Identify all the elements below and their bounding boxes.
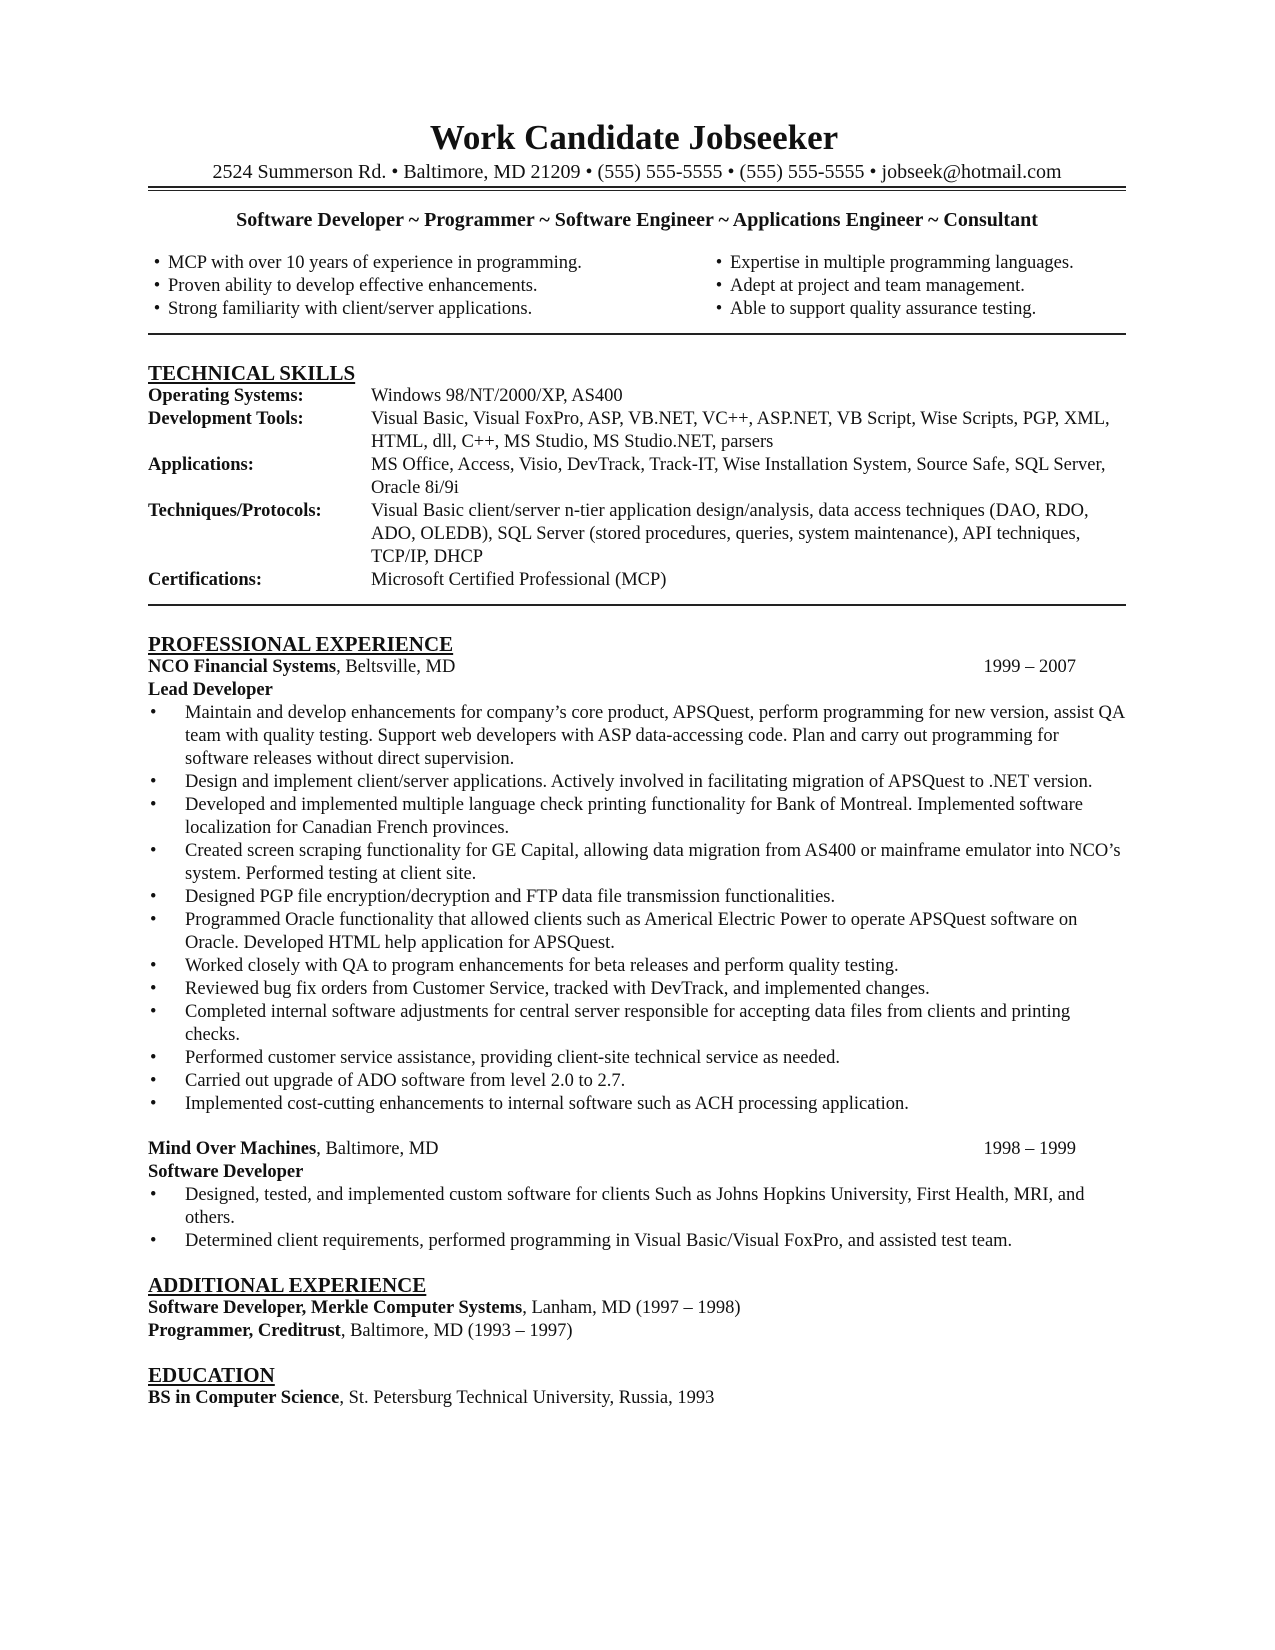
section-title: ADDITIONAL EXPERIENCE (148, 1273, 427, 1297)
section-title: EDUCATION (148, 1363, 275, 1387)
summary-item: • Able to support quality assurance testing. (710, 298, 1074, 321)
skill-value: Microsoft Certified Professional (MCP) (371, 570, 667, 590)
education-section (148, 1363, 1126, 1410)
bullet-text: • Programmed Oracle functionality that allowed clients such as Americal Electric Power to operate APSQuest software on Oracle. Developed HTML help application for APSQuest. (185, 910, 1078, 953)
education-details: , St. Petersburg Technical University, Russia, 1993 (339, 1388, 715, 1408)
company-location: , Baltimore, MD (316, 1139, 439, 1159)
additional-details: , Lanham, MD (1997 – 1998) (522, 1298, 741, 1318)
additional-item (148, 1320, 1126, 1343)
resume-page (148, 118, 1126, 1410)
summary-item: • MCP with over 10 years of experience in programming. (148, 252, 710, 275)
list-item (148, 1001, 1126, 1047)
job-employer (148, 1138, 439, 1161)
list-item (148, 771, 1126, 794)
bullet-text: • Worked closely with QA to program enhancements for beta releases and perform quality testing. (185, 956, 899, 976)
summary-item: • Adept at project and team management. (710, 275, 1074, 298)
job-dates: 1999 – 2007 (983, 657, 1076, 677)
header-divider (148, 190, 1126, 191)
skill-row (148, 569, 1126, 592)
professional-headline: Software Developer ~ Programmer ~ Software Engineer ~ Applications Engineer ~ Consultant (236, 209, 1038, 231)
list-item (148, 840, 1126, 886)
bullet-text: • Designed PGP file encryption/decryption and FTP data file transmission functionalities. (185, 887, 836, 907)
bullet-text: • Performed customer service assistance, providing client-site technical service as needed. (185, 1048, 840, 1068)
skill-label: Applications: (148, 455, 254, 475)
section-title: TECHNICAL SKILLS (148, 361, 356, 385)
candidate-name: Work Candidate Jobseeker (429, 118, 839, 157)
skill-label: Certifications: (148, 570, 263, 590)
bullet-text: • Implemented cost-cutting enhancements to internal software such as ACH processing application. (185, 1094, 909, 1114)
job-role: Lead Developer (148, 680, 273, 700)
bullet-text: • Created screen scraping functionality for GE Capital, allowing data migration from AS400 or mainframe emulator into NCO’s system. Performed testing at client site. (185, 841, 1121, 884)
job-header (148, 1138, 1126, 1161)
job-entry (148, 1138, 1126, 1253)
bullet-text: • Reviewed bug fix orders from Customer Service, tracked with DevTrack, and implemented changes. (185, 979, 930, 999)
skill-row (148, 385, 1126, 408)
summary-right-list (710, 252, 1074, 321)
bullet-text: • Developed and implemented multiple language check printing functionality for Bank of Montreal. Implemented software localization for Canadian French provinces. (185, 795, 1083, 838)
skill-label: Operating Systems: (148, 386, 304, 406)
company-location: , Beltsville, MD (336, 657, 456, 677)
skill-value: Visual Basic, Visual FoxPro, ASP, VB.NET, VC++, ASP.NET, VB Script, Wise Scripts, PGP, XML, HTML, dll, C++, MS Studio, MS Studio.NET, parsers (371, 409, 1110, 452)
additional-experience-section (148, 1273, 1126, 1343)
list-item (148, 955, 1126, 978)
summary-item: • Strong familiarity with client/server applications. (148, 298, 710, 321)
summary-left-list (148, 252, 710, 321)
education-item (148, 1387, 1126, 1410)
summary-highlights (148, 252, 1126, 335)
job-dates: 1998 – 1999 (983, 1139, 1076, 1159)
job-header (148, 656, 1126, 679)
list-item (148, 1047, 1126, 1070)
job-role: Software Developer (148, 1162, 304, 1182)
degree: BS in Computer Science (148, 1388, 340, 1408)
additional-item (148, 1297, 1126, 1320)
technical-skills-section (148, 361, 1126, 606)
bullet-text: • Determined client requirements, performed programming in Visual Basic/Visual FoxPro, and assisted test team. (185, 1231, 1013, 1251)
additional-details: , Baltimore, MD (1993 – 1997) (340, 1321, 573, 1341)
skill-row (148, 454, 1126, 500)
list-item (148, 1070, 1126, 1093)
summary-item: • Proven ability to develop effective enhancements. (148, 275, 710, 298)
job-employer (148, 656, 455, 679)
skill-value: Visual Basic client/server n-tier application design/analysis, data access techniques (DAO, RDO, ADO, OLEDB), SQL Server (stored procedures, queries, system maintenance), API techniques, TCP/IP, DHCP (371, 501, 1089, 567)
bullet-text: • Design and implement client/server applications. Actively involved in facilitating migration of APSQuest to .NET version. (185, 772, 1093, 792)
skill-value: MS Office, Access, Visio, DevTrack, Track-IT, Wise Installation System, Source Safe, SQL Server, Oracle 8i/9i (371, 455, 1106, 498)
job-bullets (148, 702, 1126, 1116)
additional-role: Software Developer, Merkle Computer Systems (148, 1298, 523, 1318)
list-item (148, 886, 1126, 909)
skill-row (148, 408, 1126, 454)
bullet-text: • Completed internal software adjustments for central server responsible for accepting data files from clients and printing checks. (185, 1002, 1071, 1045)
list-item (148, 1184, 1126, 1230)
skill-label: Techniques/Protocols: (148, 501, 322, 521)
skill-label: Development Tools: (148, 409, 304, 429)
bullet-text: • Designed, tested, and implemented custom software for clients Such as Johns Hopkins University, First Health, MRI, and others. (185, 1185, 1085, 1228)
company-name: NCO Financial Systems (148, 657, 337, 677)
list-item (148, 702, 1126, 771)
additional-role: Programmer, Creditrust (148, 1321, 341, 1341)
list-item (148, 1230, 1126, 1253)
professional-experience-section (148, 632, 1126, 1253)
list-item (148, 1093, 1126, 1116)
contact-line: 2524 Summerson Rd. • Baltimore, MD 21209 • (555) 555-5555 • (555) 555-5555 • jobseek@hotmail.com (148, 160, 1126, 188)
job-entry (148, 656, 1126, 1116)
section-title: PROFESSIONAL EXPERIENCE (148, 632, 454, 656)
list-item (148, 978, 1126, 1001)
skill-row (148, 500, 1126, 569)
bullet-text: • Carried out upgrade of ADO software from level 2.0 to 2.7. (185, 1071, 626, 1091)
summary-item: • Expertise in multiple programming languages. (710, 252, 1074, 275)
company-name: Mind Over Machines (148, 1139, 317, 1159)
skill-value: Windows 98/NT/2000/XP, AS400 (371, 386, 623, 406)
job-bullets (148, 1184, 1126, 1253)
list-item (148, 794, 1126, 840)
bullet-text: • Maintain and develop enhancements for company’s core product, APSQuest, perform programming for new version, assist QA team with quality testing. Support web developers with ASP data-accessing code. Plan and carry out programming for software releases without direct supervision. (185, 703, 1125, 769)
list-item (148, 909, 1126, 955)
